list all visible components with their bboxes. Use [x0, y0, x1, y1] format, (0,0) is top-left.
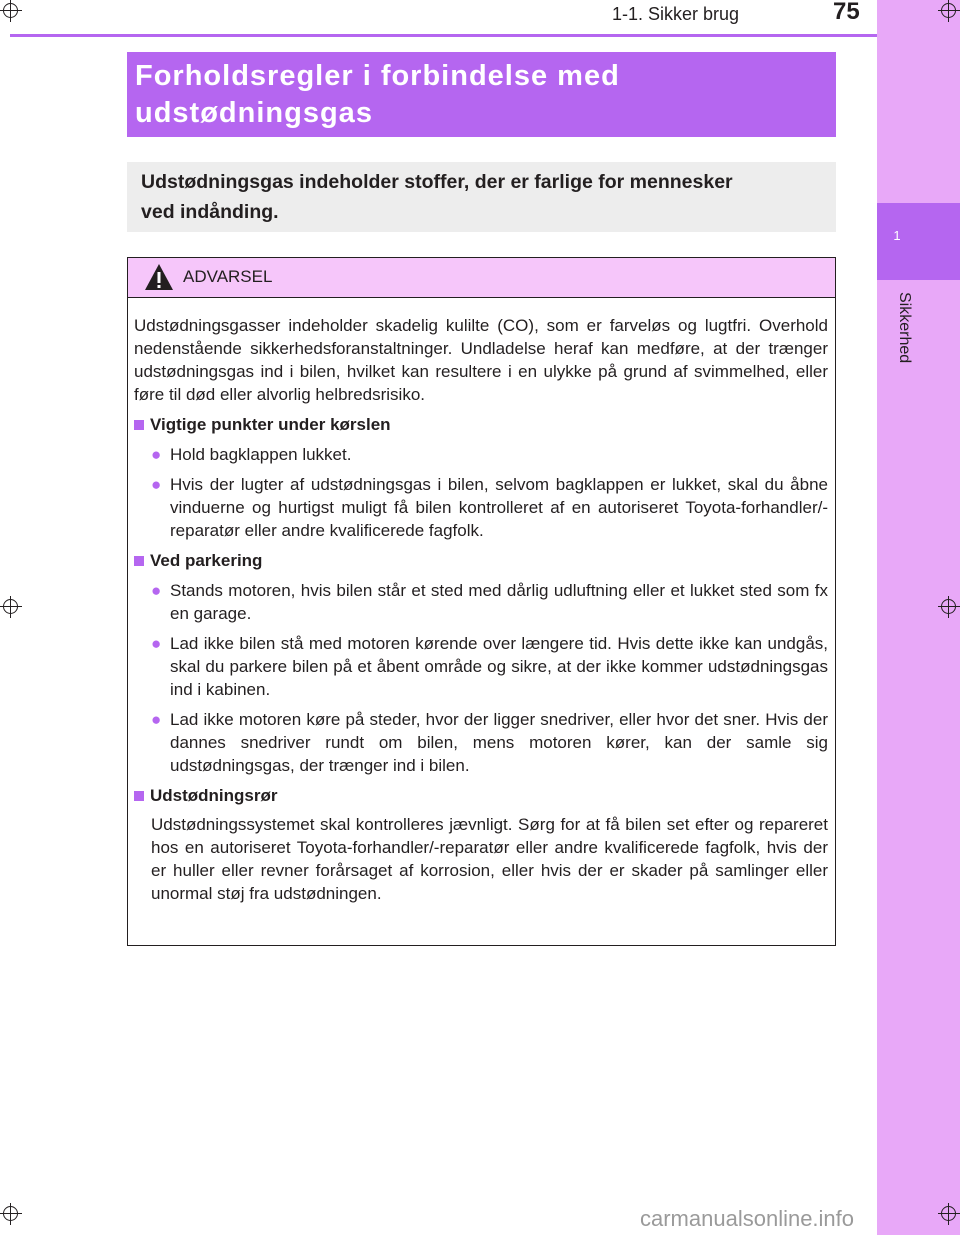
intro-box	[127, 162, 836, 232]
square-bullet-icon	[134, 556, 144, 566]
warning-intro: Udstødningsgasser indeholder skadelig kulilte (CO), som er farveløs og lugtfri. Overhold nedenstående sikkerhedsforanstaltninger. Undladelse heraf kan medføre, at der trænger udstødningsgas ind i bilen, hvilket kan resultere i en ulykke på grund af svimmelhed, eller føre til død eller alvorlig helbredsrisiko.	[134, 316, 828, 404]
warning-triangle-icon	[144, 263, 174, 291]
section-heading: Udstødningsrør	[134, 784, 828, 807]
section-header: 1-1. Sikker brug	[612, 4, 740, 24]
crop-mark-icon	[938, 1203, 960, 1225]
circle-bullet-icon: ●	[151, 710, 162, 729]
crop-mark-icon	[0, 0, 22, 22]
crop-mark-icon	[938, 0, 960, 22]
circle-bullet-icon: ●	[151, 634, 162, 653]
page-number: 75	[833, 0, 860, 25]
circle-bullet-icon: ●	[151, 445, 162, 464]
circle-bullet-icon: ●	[151, 475, 162, 494]
section-heading: Vigtige punkter under kørslen	[134, 413, 828, 436]
list-item: ● Hvis der lugter af udstødningsgas i bilen, selvom bagklappen er lukket, skal du åbne vinduerne og hurtigst muligt få bilen kontrolleret af en autoriseret Toyota-forhandler/-reparatør eller andre kvalificerede fagfolk.	[151, 475, 828, 540]
title-banner	[127, 52, 836, 137]
page-title-line-2: udstødningsgas	[135, 97, 373, 129]
circle-bullet-icon: ●	[151, 581, 162, 600]
section-text: Udstødningssystemet skal kontrolleres jævnligt. Sørg for at få bilen set efter og repareret hos en autoriseret Toyota-forhandler/-reparatør eller andre kvalificerede fagfolk, hvis der er huller eller revner forårsaget af korrosion, eller hvis der er skader på samlinger eller unormal støj fra udstødningen.	[151, 815, 828, 903]
crop-mark-icon	[938, 596, 960, 618]
warning-label: ADVARSEL	[183, 267, 273, 286]
list-item: ● Hold bagklappen lukket.	[151, 445, 352, 464]
intro-line-2: ved indånding.	[141, 201, 279, 223]
chapter-number: 1	[893, 228, 901, 243]
warning-body	[128, 298, 835, 905]
crop-mark-icon	[0, 1203, 22, 1225]
square-bullet-icon	[134, 791, 144, 801]
section-heading: Ved parkering	[134, 549, 828, 572]
list-item: ● Lad ikke bilen stå med motoren kørende over længere tid. Hvis dette ikke kan undgås, skal du parkere bilen på et åbent område og sikre, at der ikke kommer udstødningsgas ind i kabinen.	[151, 634, 828, 699]
chapter-label: Sikkerhed	[896, 292, 913, 364]
square-bullet-icon	[134, 420, 144, 430]
crop-mark-icon	[0, 596, 22, 618]
list-item: ● Lad ikke motoren køre på steder, hvor der ligger snedriver, eller hvor det sner. Hvis der dannes snedriver rundt om bilen, mens motoren kører, kan der samle sig udstødningsgas, der trænger ind i bilen.	[151, 710, 828, 775]
page-title-line-1: Forholdsregler i forbindelse med	[135, 60, 620, 92]
watermark: carmanualsonline.info	[640, 1206, 855, 1231]
warning-box	[127, 257, 836, 946]
warning-header	[128, 258, 835, 298]
list-item: ● Stands motoren, hvis bilen står et sted med dårlig udluftning eller et lukket sted som fx en garage.	[151, 581, 828, 623]
intro-line-1: Udstødningsgas indeholder stoffer, der er farlige for mennesker	[141, 171, 733, 193]
header-rule	[10, 34, 877, 37]
